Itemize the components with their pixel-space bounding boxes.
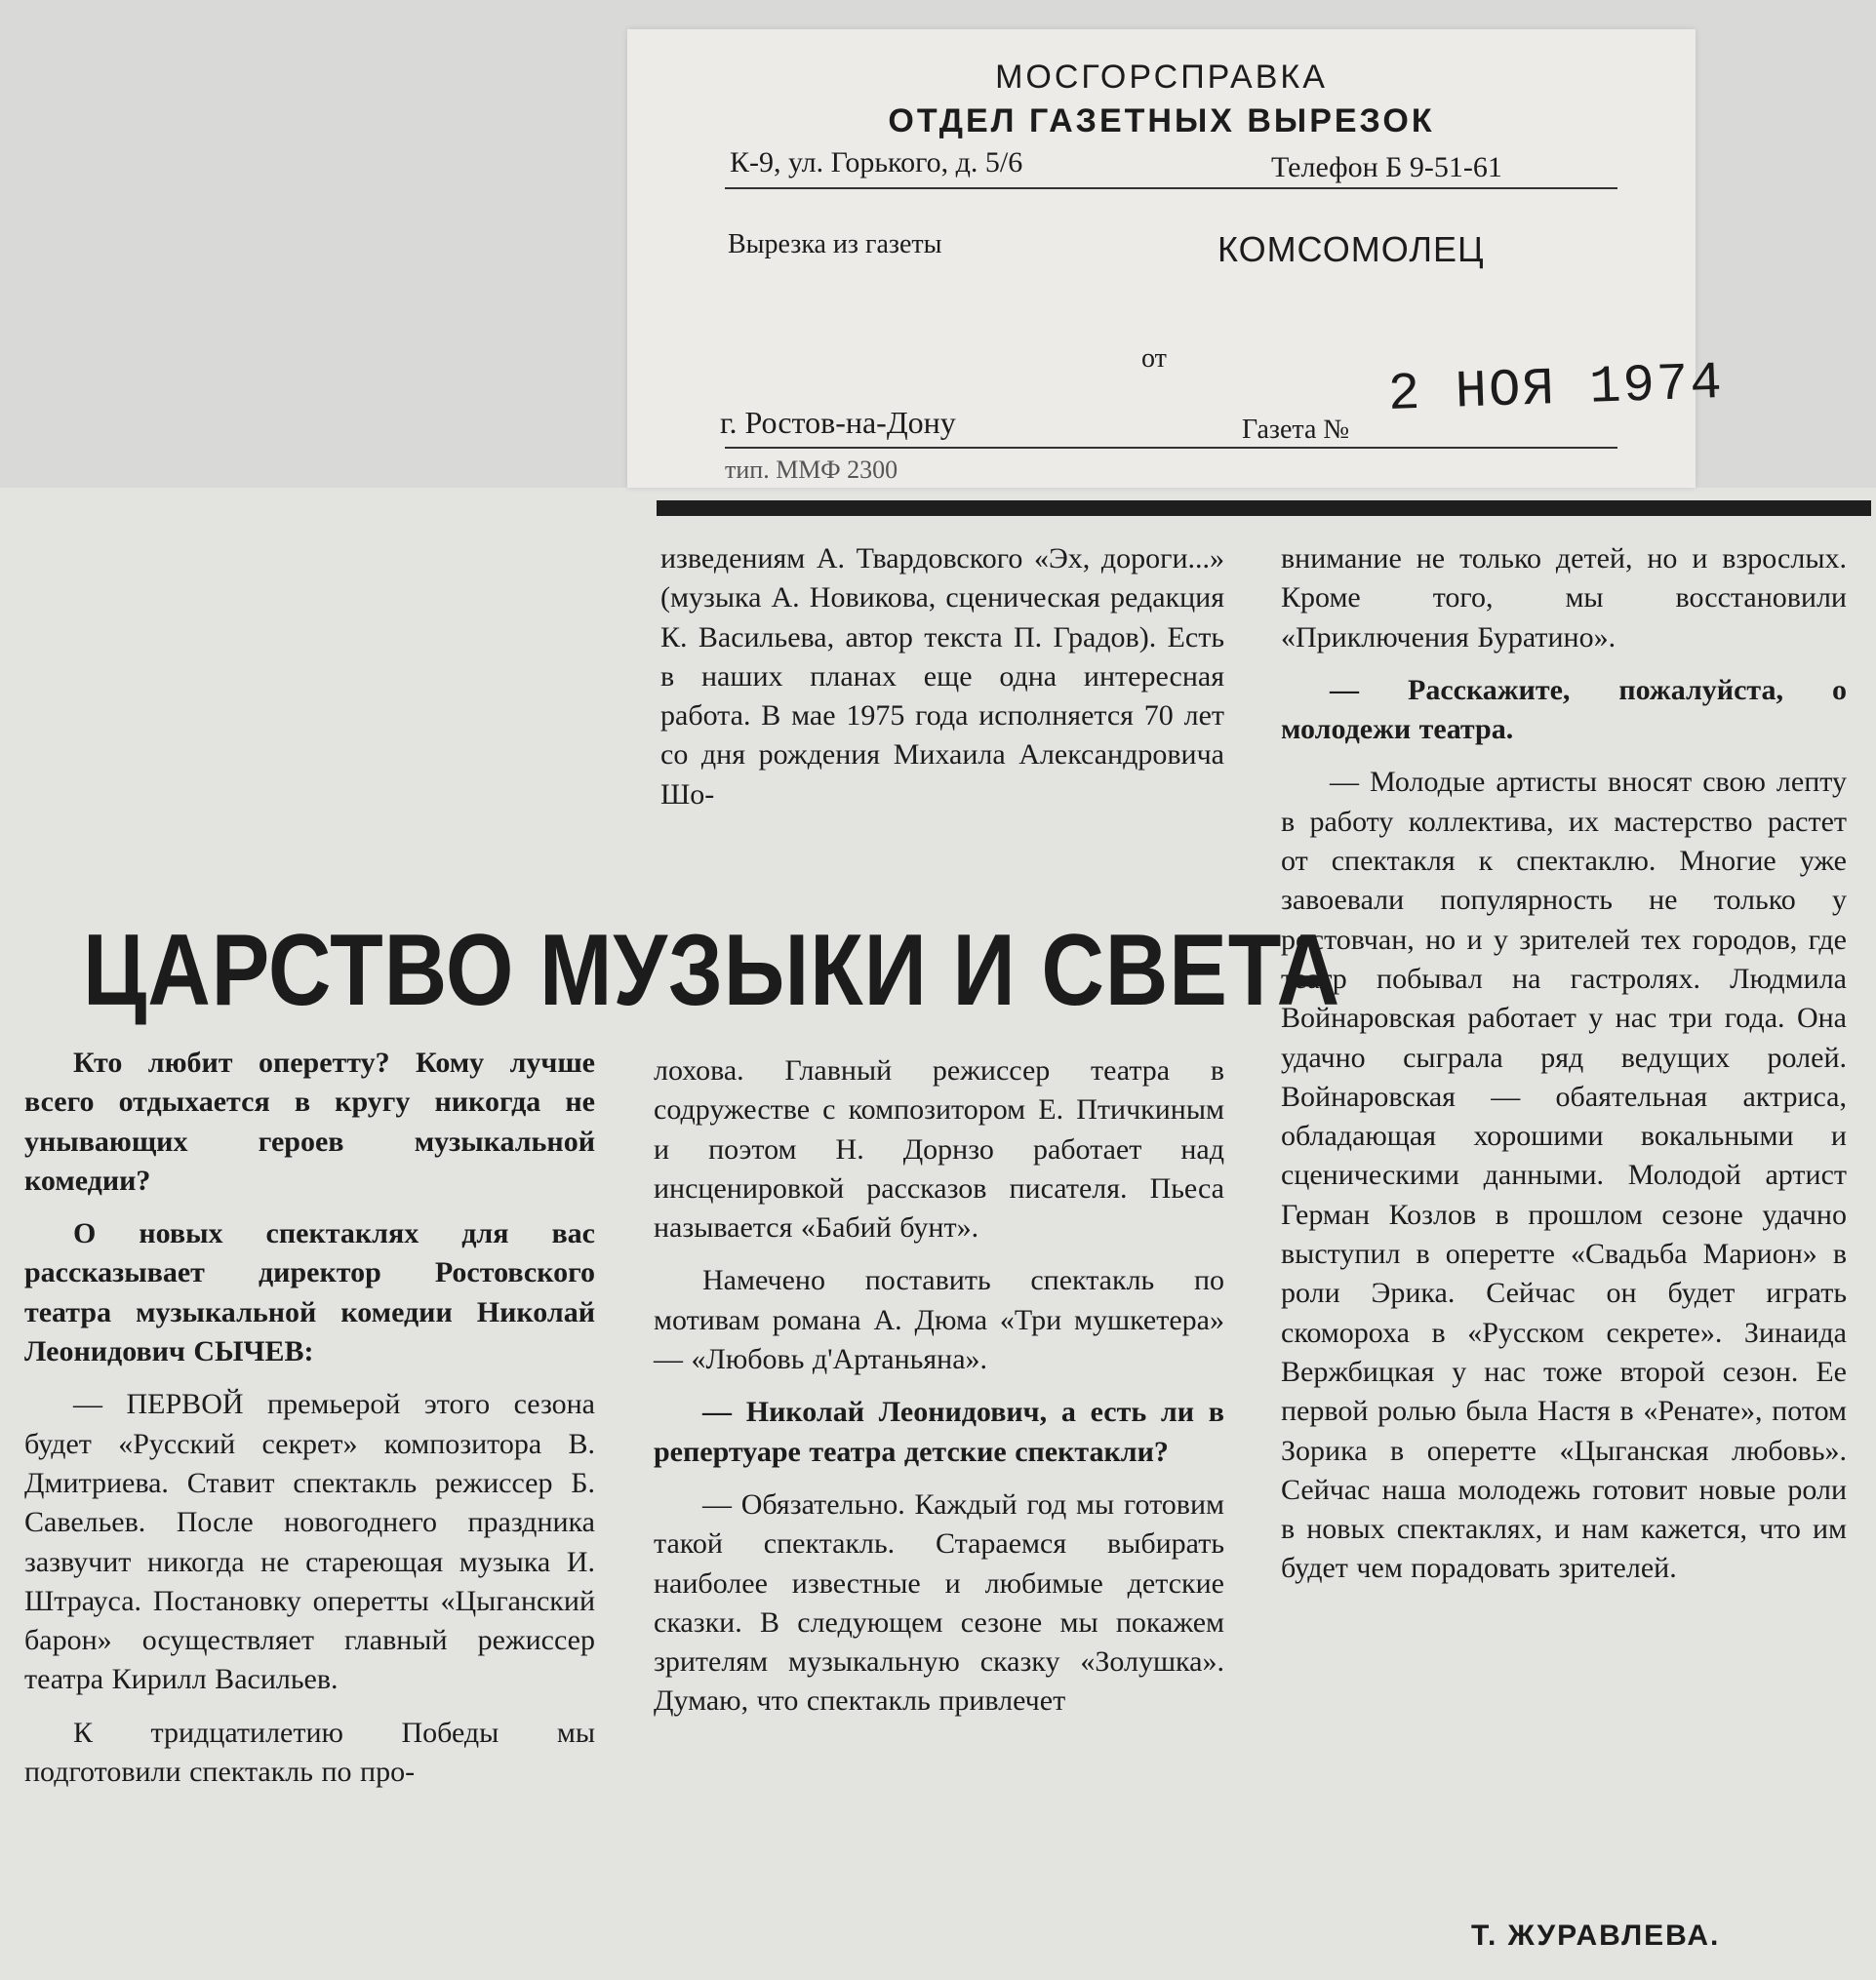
stamp-department: ОТДЕЛ ГАЗЕТНЫХ ВЫРЕЗОК [888, 102, 1435, 139]
stamp-city: г. Ростов-на-Дону [720, 405, 956, 440]
stamp-newspaper-name: КОМСОМОЛЕЦ [1217, 229, 1485, 269]
article-paragraph: — Молодые артисты вносят свою лепту в работу коллектива, их мастерство растет от спектакля к спектаклю. Многие уже завоевали популярность не только у ростовчан, но и у зрителей тех городов, где театр побывал на гастролях. Людмила Войнаровская работает у нас три года. Она удачно сыграла ряд ведущих ролей. Войнаровская — обаятельная актриса, обладающая хорошими вокальными и сценическими данными. Молодой артист Герман Козлов в прошлом сезоне удачно выступил в оперетте «Свадьба Марион» в роли Эрика. Сейчас он будет играть скомороха в «Русском секрете». Зинаида Вержбицкая у нас тоже второй сезон. Ее первой ролью была Настя в «Ренате», потом Зорика в оперетте «Цыганская любовь». Сейчас наша молодежь готовит новые роли в новых спектаклях, и нам кажется, что им будет чем порадовать зрителей. [1281, 766, 1847, 1585]
stamp-issue-label: Газета № [1242, 415, 1350, 445]
column-2-bottom [654, 1051, 1224, 1722]
stamp-rule [725, 187, 1617, 189]
article-paragraph: О новых спектаклях для вас рассказывает директор Ростовского театра музыкальной комедии Николай Леонидович СЫЧЕВ: [24, 1217, 595, 1368]
archive-stamp [627, 29, 1725, 488]
article-paragraph: — ПЕРВОЙ премьерой этого сезона будет «Русский секрет» композитора В. Дмитриева. Ставит спектакль режиссер Б. Савельев. После новогоднего праздника зазвучит никогда не стареющая музыка И. Штрауса. Постановку оперетты «Цыганский барон» осуществляет главный режиссер театра Кирилл Васильев. [24, 1388, 595, 1696]
stamp-organization: МОСГОРСПРАВКА [995, 59, 1328, 96]
article-paragraph: Кто любит оперетту? Кому лучше всего отдыхается в кругу никогда не унывающих героев музыкальной комедии? [24, 1047, 595, 1197]
stamp-cut-label: Вырезка из газеты [728, 229, 942, 259]
stamp-from-label: от [1141, 343, 1167, 374]
article-paragraph: К тридцатилетию Победы мы подготовили спектакль по про- [24, 1716, 595, 1789]
article-paragraph: — Расскажите, пожалуйста, о молодежи театра. [1281, 673, 1847, 746]
article-paragraph: внимание не только детей, но и взрослых. Кроме того, мы восстановили «Приключения Буратино». [1281, 542, 1847, 653]
stamp-rule-bottom [725, 447, 1617, 449]
article-paragraph: лохова. Главный режиссер театра в содружестве с композитором Е. Птичкиным и поэтом Н. Дорнзо работает над инсценировкой рассказов писателя. Пьеса называется «Бабий бунт». [654, 1054, 1224, 1245]
article-headline: ЦАРСТВО МУЗЫКИ И СВЕТА [83, 914, 1341, 1027]
column-1 [24, 1044, 595, 1792]
article-paragraph: изведениям А. Твардовского «Эх, дороги...» (музыка А. Новикова, сценическая редакция К. Васильева, автор текста П. Градов). Есть в наших планах еще одна интересная работа. В мае 1975 года исполняется 70 лет со дня рождения Михаила Александровича Шо- [660, 542, 1224, 811]
stamp-phone: Телефон Б 9-51-61 [1271, 151, 1502, 183]
stamp-date: 2 НОЯ 1974 [1386, 354, 1725, 425]
article-paragraph: — Николай Леонидович, а есть ли в репертуаре театра детские спектакли? [654, 1396, 1224, 1468]
article-paragraph: — Обязательно. Каждый год мы готовим такой спектакль. Стараемся выбирать наиболее известные и любимые детские сказки. В следующем сезоне мы покажем зрителям музыкальную сказку «Золушка». Думаю, что спектакль привлечет [654, 1487, 1224, 1718]
article-signature: Т. ЖУРАВЛЕВА. [1471, 1920, 1721, 1952]
article-paragraph: Намечено поставить спектакль по мотивам романа А. Дюма «Три мушкетера» — «Любовь д'Артаньяна». [654, 1264, 1224, 1376]
stamp-print-mark: тип. ММФ 2300 [725, 455, 898, 484]
column-2-top [660, 539, 1224, 814]
article-top-rule [657, 500, 1871, 516]
column-3 [1281, 539, 1847, 1589]
stamp-address: К-9, ул. Горького, д. 5/6 [730, 146, 1023, 178]
